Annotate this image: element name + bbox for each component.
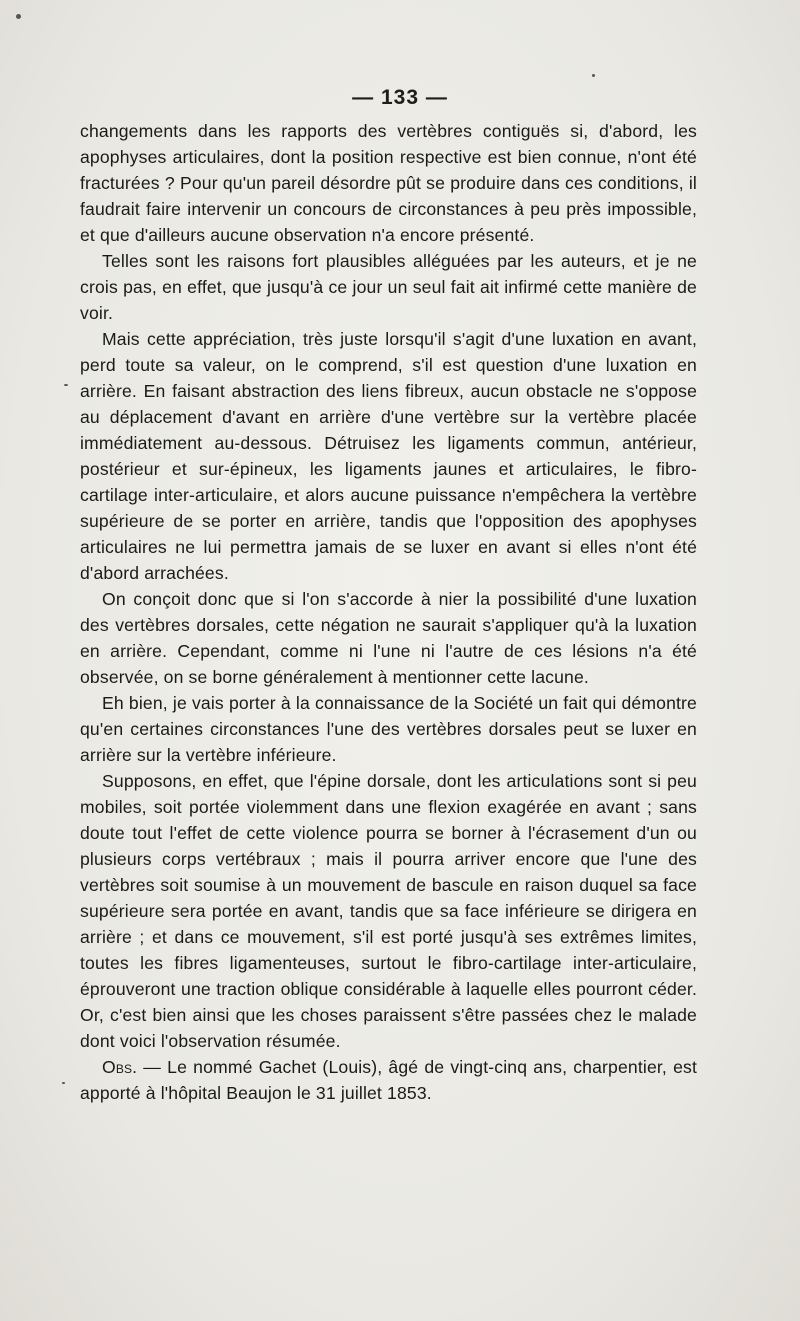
paragraph-4: On conçoit donc que si l'on s'accorde à nier la possibilité d'une luxation des vertèbres dorsales, cette négation ne saurait s'appliquer qu'à la luxation en arrière. Cependant, comme ni l'une ni l'autre de ces lésions n'a été observée, on se borne généralement à mentionner cette lacune. — [80, 589, 697, 687]
paragraph-2: Telles sont les raisons fort plausibles alléguées par les auteurs, et je ne crois pas, en effet, que jusqu'à ce jour un seul fait ait infirmé cette manière de voir. — [80, 251, 697, 323]
page-number: — 133 — — [352, 86, 448, 109]
observation-text: — Le nommé Gachet (Louis), âgé de vingt-cinq ans, charpentier, est apporté à l'hôpital Beaujon le 31 juillet 1853. — [80, 1057, 697, 1103]
observation-label: Obs. — [102, 1057, 138, 1077]
paragraph-1: changements dans les rapports des vertèbres contiguës si, d'abord, les apophyses articulaires, dont la position respective est bien connue, n'ont été fracturées ? Pour qu'un pareil désordre pût se produire dans ces conditions, il faudrait faire intervenir un concours de circonstances à peu près impossible, et que d'ailleurs aucune observation n'a encore présenté. — [80, 121, 697, 245]
observation-paragraph — [80, 1054, 697, 1106]
body-text — [80, 118, 697, 1106]
paragraph-5: Eh bien, je vais porter à la connaissance de la Société un fait qui démontre qu'en certaines circonstances l'une des vertèbres dorsales peut se luxer en arrière sur la vertèbre inférieure. — [80, 693, 697, 765]
scan-speck — [62, 1082, 65, 1084]
paragraph-3: Mais cette appréciation, très juste lorsqu'il s'agit d'une luxation en avant, perd toute sa valeur, on le comprend, s'il est question d'une luxation en arrière. En faisant abstraction des liens fibreux, aucun obstacle ne s'oppose au déplacement d'avant en arrière d'une vertèbre sur la vertèbre placée immédiatement au-dessous. Détruisez les ligaments commun, antérieur, postérieur et sur-épineux, les ligaments jaunes et articulaires, le fibro-cartilage inter-articulaire, et alors aucune puissance n'empêchera la vertèbre supérieure de se porter en arrière, tandis que l'opposition des apophyses articulaires ne lui permettra jamais de se luxer en avant si elles n'ont été d'abord arrachées. — [80, 329, 697, 583]
scan-speck — [64, 384, 68, 386]
paragraph-6: Supposons, en effet, que l'épine dorsale, dont les articulations sont si peu mobiles, soit portée violemment dans une flexion exagérée en avant ; sans doute tout l'effet de cette violence pourra se borner à l'écrasement d'un ou plusieurs corps vertébraux ; mais il pourra arriver encore que l'une des vertèbres soit soumise à un mouvement de bascule en raison duquel sa face supérieure sera portée en avant, tandis que sa face inférieure se dirigera en arrière ; et dans ce mouvement, s'il est porté jusqu'à ses extrêmes limites, toutes les fibres ligamenteuses, surtout le fibro-cartilage inter-articulaire, éprouveront une traction oblique considérable à laquelle elles pourront céder. Or, c'est bien ainsi que les choses paraissent s'être passées chez le malade dont voici l'observation résumée. — [80, 771, 697, 1051]
scan-speck — [592, 74, 595, 77]
scan-speck — [16, 14, 21, 19]
